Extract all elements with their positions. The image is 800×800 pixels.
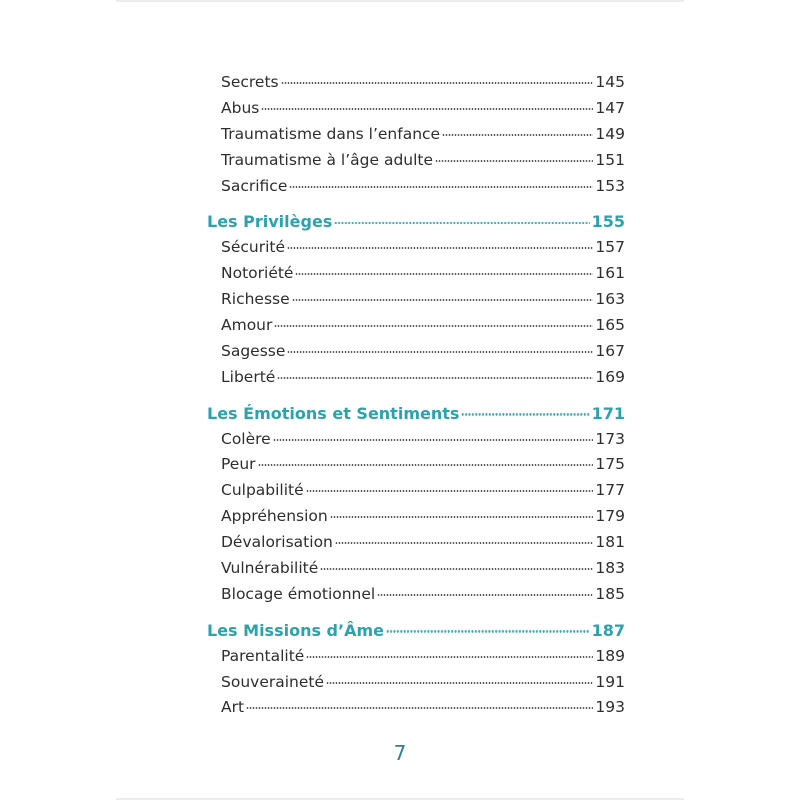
toc-entry: [207, 148, 625, 174]
toc-entry-label: Peur: [221, 455, 256, 474]
toc-entry-page: 149: [595, 124, 625, 143]
toc-entry-label: Sécurité: [221, 238, 286, 257]
toc-section: [207, 618, 625, 722]
toc-entry: [207, 478, 625, 504]
toc-entry: [207, 556, 625, 582]
dot-leader: [292, 299, 594, 301]
toc-entry-page: 169: [595, 367, 625, 386]
dot-leader: [246, 707, 593, 709]
toc-entry: [207, 261, 625, 287]
toc-entry: [207, 235, 625, 261]
toc-entry-page: 151: [595, 150, 625, 169]
toc-heading: [207, 618, 625, 644]
toc-entry-label: Colère: [221, 429, 271, 448]
dot-leader: [320, 568, 593, 570]
toc-entry-label: Amour: [221, 316, 273, 335]
toc-entry-page: 181: [595, 533, 625, 552]
dot-leader: [435, 160, 593, 162]
toc-entry-label: Dévalorisation: [221, 533, 333, 552]
dot-leader: [330, 516, 594, 518]
dot-leader: [258, 464, 594, 466]
toc-entry-page: 193: [595, 698, 625, 717]
dot-leader: [306, 490, 594, 492]
toc-heading-page: 155: [591, 212, 625, 232]
toc-entry-label: Traumatisme à l’âge adulte: [221, 150, 434, 169]
toc-entry-label: Secrets: [221, 73, 279, 91]
toc-heading-label: Les Missions d’Âme: [207, 620, 384, 640]
toc-entry-page: 163: [595, 290, 625, 309]
dot-leader: [274, 325, 593, 327]
toc-entry-label: Sagesse: [221, 341, 286, 360]
page-number: 7: [393, 741, 407, 765]
dot-leader: [281, 82, 594, 84]
toc-entry-page: 189: [595, 646, 625, 665]
toc-entry: [207, 504, 625, 530]
toc-entry: [207, 339, 625, 365]
toc-entry-page: 153: [595, 176, 625, 195]
toc-entry: [207, 670, 625, 696]
toc-entry-page: 175: [595, 455, 625, 474]
toc-heading-label: Les Privilèges: [207, 212, 333, 232]
toc-entry-label: Richesse: [221, 290, 290, 309]
toc-entry-label: Parentalité: [221, 646, 305, 665]
toc-entry-label: Sacrifice: [221, 176, 288, 195]
toc-entry: [207, 644, 625, 670]
dot-leader: [461, 413, 589, 415]
dot-leader: [287, 351, 593, 353]
toc-entry-page: 179: [595, 507, 625, 526]
dot-leader: [273, 439, 594, 441]
toc-entry-page: 167: [595, 341, 625, 360]
dot-leader: [261, 108, 593, 110]
toc-entry-page: 145: [595, 73, 625, 91]
page-top-edge: [116, 0, 684, 2]
toc-heading-page: 171: [591, 403, 625, 423]
toc-entry: [207, 427, 625, 453]
dot-leader: [277, 377, 593, 379]
dot-leader: [386, 630, 590, 632]
toc-entry-page: 157: [595, 238, 625, 257]
toc-entry-page: 177: [595, 481, 625, 500]
dot-leader: [335, 542, 594, 544]
toc-entry: [207, 96, 625, 122]
toc-entry-page: 173: [595, 429, 625, 448]
toc-heading-label: Les Émotions et Sentiments: [207, 403, 460, 423]
toc-entry-page: 147: [595, 98, 625, 117]
toc-entry-page: 165: [595, 316, 625, 335]
toc-entry-page: 183: [595, 559, 625, 578]
toc-heading: [207, 401, 625, 427]
toc-entry: [207, 122, 625, 148]
toc-entry-label: Appréhension: [221, 507, 328, 526]
dot-leader: [334, 222, 589, 224]
toc-entry-page: 161: [595, 264, 625, 283]
toc-entry-label: Abus: [221, 98, 260, 117]
dot-leader: [442, 134, 593, 136]
dot-leader: [289, 186, 593, 188]
dot-leader: [377, 594, 593, 596]
toc-entry: [207, 695, 625, 721]
toc-entry-label: Traumatisme dans l’enfance: [221, 124, 441, 143]
dot-leader: [287, 247, 593, 249]
toc-entry-label: Notoriété: [221, 264, 294, 283]
toc-entry: [207, 287, 625, 313]
dot-leader: [326, 682, 593, 684]
toc-section: [207, 401, 625, 608]
toc-entry: [207, 70, 625, 96]
dot-leader: [295, 273, 593, 275]
table-of-contents: [207, 70, 625, 721]
toc-heading-page: 187: [591, 620, 625, 640]
toc-entry-label: Culpabilité: [221, 481, 304, 500]
toc-entry-label: Vulnérabilité: [221, 559, 319, 578]
toc-entry: [207, 365, 625, 391]
toc-entry-label: Souveraineté: [221, 672, 325, 691]
toc-entry-label: Art: [221, 698, 245, 717]
toc-entry: [207, 174, 625, 200]
toc-entry: [207, 452, 625, 478]
dot-leader: [306, 656, 593, 658]
toc-entry-page: 185: [595, 584, 625, 603]
toc-section: [207, 70, 625, 199]
toc-entry-label: Blocage émotionnel: [221, 584, 376, 603]
toc-section: [207, 209, 625, 390]
toc-entry: [207, 582, 625, 608]
toc-entry-page: 191: [595, 672, 625, 691]
toc-heading: [207, 209, 625, 235]
toc-entry-label: Liberté: [221, 367, 276, 386]
toc-entry: [207, 313, 625, 339]
toc-entry: [207, 530, 625, 556]
